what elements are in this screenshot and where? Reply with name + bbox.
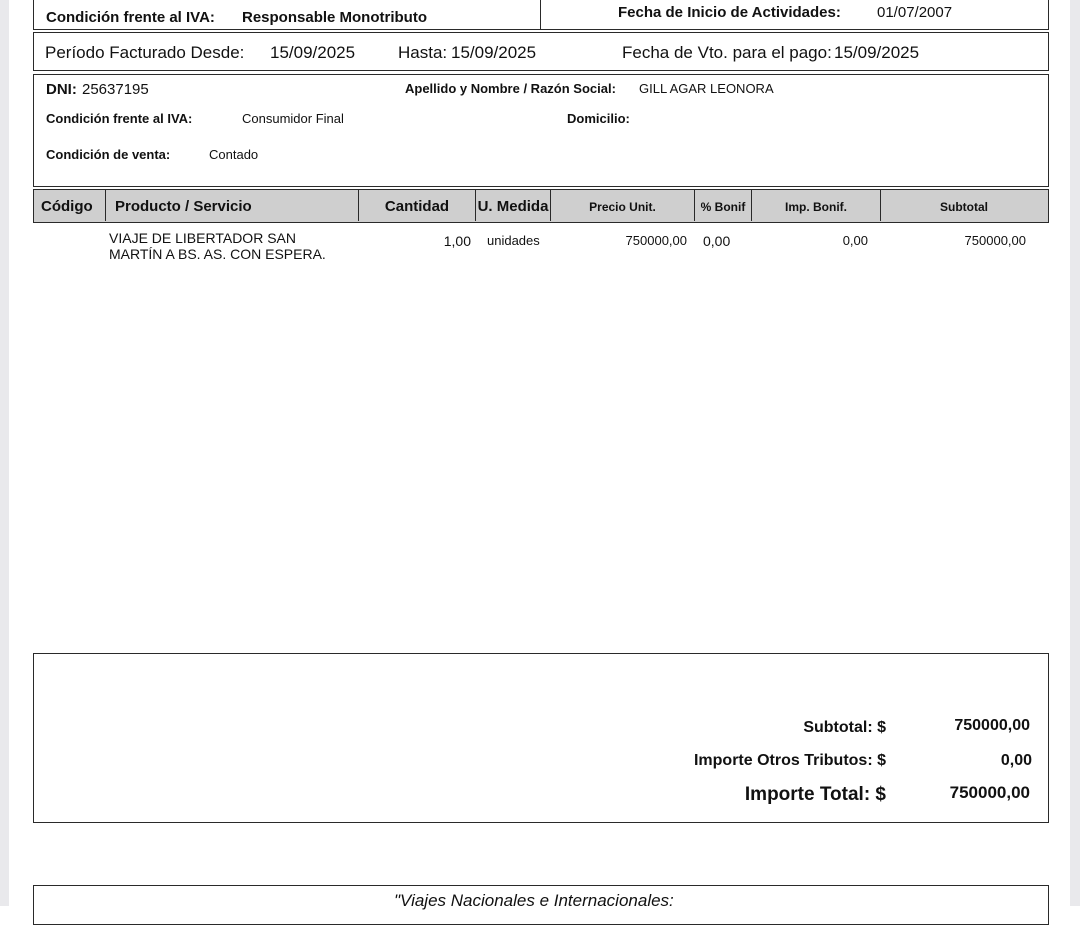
dni-label: DNI: bbox=[46, 81, 77, 98]
col-bonif-pct: % Bonif bbox=[695, 190, 752, 221]
cliente-iva-label: Condición frente al IVA: bbox=[46, 111, 193, 126]
subtotal-label: Subtotal: $ bbox=[803, 719, 886, 736]
producto-line-1: VIAJE DE LIBERTADOR SAN bbox=[109, 230, 296, 246]
col-medida: U. Medida bbox=[476, 190, 551, 221]
otros-tributos-label: Importe Otros Tributos: $ bbox=[693, 752, 886, 769]
periodo-desde-label: Período Facturado Desde: bbox=[45, 43, 245, 62]
col-bonif-imp: Imp. Bonif. bbox=[752, 190, 881, 221]
vto-pago-value: 15/09/2025 bbox=[834, 43, 920, 62]
col-precio: Precio Unit. bbox=[551, 190, 695, 221]
page-edge-left bbox=[0, 0, 9, 906]
importe-total-value: 750000,00 bbox=[949, 783, 1030, 802]
page-edge-right bbox=[1070, 0, 1080, 906]
precio-cell: 750000,00 bbox=[625, 233, 687, 248]
cliente-iva-value: Consumidor Final bbox=[242, 111, 344, 126]
bonif-pct-cell: 0,00 bbox=[703, 233, 731, 249]
bonif-imp-cell: 0,00 bbox=[842, 233, 868, 248]
col-subtotal: Subtotal bbox=[940, 200, 988, 214]
importe-total-label: Importe Total: $ bbox=[744, 784, 886, 805]
periodo-desde-value: 15/09/2025 bbox=[270, 43, 356, 62]
emisor-iva-value: Responsable Monotributo bbox=[242, 9, 427, 26]
items-table-header bbox=[33, 189, 1049, 223]
col-cantidad: Cantidad bbox=[359, 190, 476, 221]
producto-line-2: MARTÍN A BS. AS. CON ESPERA. bbox=[109, 246, 326, 262]
vto-pago-label: Fecha de Vto. para el pago: bbox=[622, 43, 832, 62]
col-codigo: Código bbox=[34, 190, 106, 221]
totales-box bbox=[33, 653, 1049, 823]
cantidad-cell: 1,00 bbox=[443, 233, 471, 249]
razon-social-value: GILL AGAR LEONORA bbox=[639, 81, 774, 96]
condicion-venta-label: Condición de venta: bbox=[46, 147, 171, 162]
subtotal-cell: 750000,00 bbox=[964, 233, 1026, 248]
otros-tributos-value: 0,00 bbox=[1000, 752, 1032, 769]
inicio-actividades-label: Fecha de Inicio de Actividades: bbox=[618, 4, 841, 21]
razon-social-label: Apellido y Nombre / Razón Social: bbox=[405, 81, 616, 96]
medida-cell: unidades bbox=[487, 233, 540, 248]
periodo-hasta-label: Hasta: bbox=[398, 43, 448, 62]
inicio-actividades-value: 01/07/2007 bbox=[877, 4, 953, 21]
col-producto: Producto / Servicio bbox=[106, 190, 359, 221]
emisor-divider bbox=[540, 0, 541, 29]
leyenda-text: "Viajes Nacionales e Internacionales: bbox=[394, 891, 674, 910]
domicilio-label: Domicilio: bbox=[567, 111, 630, 126]
subtotal-value: 750000,00 bbox=[954, 717, 1030, 734]
periodo-hasta-value: 15/09/2025 bbox=[451, 43, 537, 62]
dni-value: 25637195 bbox=[82, 81, 149, 98]
condicion-venta-value: Contado bbox=[209, 147, 259, 162]
emisor-iva-label: Condición frente al IVA: bbox=[46, 9, 215, 26]
